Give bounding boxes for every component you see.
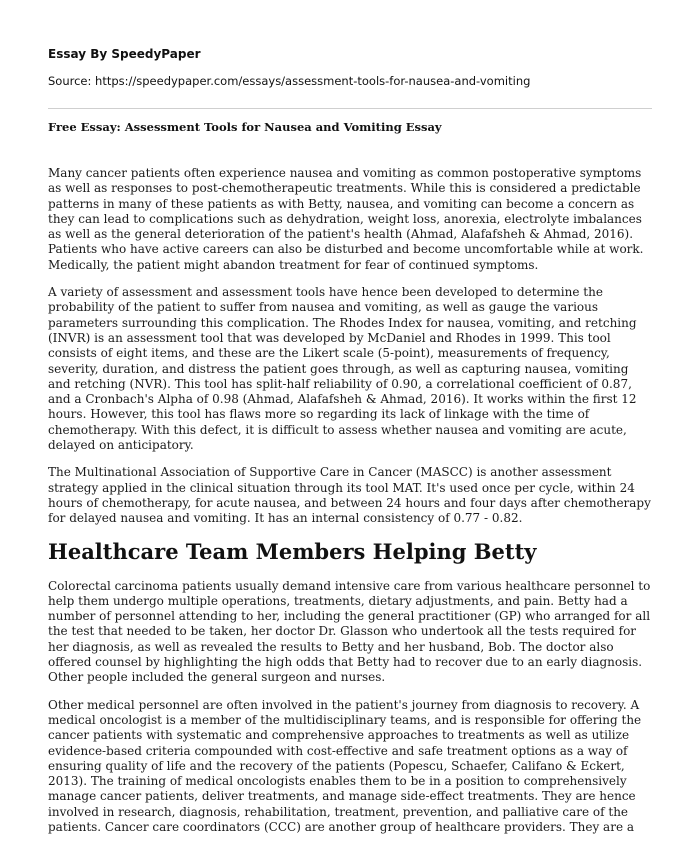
- essay-body: [48, 166, 652, 847]
- paragraph: Other medical personnel are often involved in the patient's journey from diagnosis to recovery. A medical oncologist is a member of the multidisciplinary teams, and is responsible for offering the cancer patients with systematic and comprehensive approaches to treatments as well as utilize evidence-based criteria compounded with cost-effective and safe treatment options as a way of ensuring quality of life and the recovery of the patients (Popescu, Schaefer, Califano & Eckert, 2013). The training of medical oncologists enables them to be in a position to comprehensively manage cancer patients, deliver treatments, and manage side-effect treatments. They are hence involved in research, diagnosis, rehabilitation, treatment, prevention, and palliative care of the patients. Cancer care coordinators (CCC) are another group of healthcare providers. They are a: [48, 697, 642, 834]
- paragraph: Many cancer patients often experience nausea and vomiting as common postoperative symptoms as well as responses to post-chemotherapeutic treatments. While this is considered a predictable patterns in many of these patients as with Betty, nausea, and vomiting can become a concern as they can lead to complications such as dehydration, weight loss, anorexia, electrolyte imbalances as well as the general deterioration of the patient's health (Ahmad, Alafafsheh & Ahmad, 2016). Patients who have active careers can also be disturbed and become uncomfortable while at work. Medically, the patient might abandon treatment for fear of continued symptoms.: [48, 166, 644, 272]
- source-line: Source: https://speedypaper.com/essays/assessment-tools-for-nausea-and-vomiting: [48, 74, 531, 88]
- section-heading: Healthcare Team Members Helping Betty: [48, 538, 537, 564]
- paragraph: The Multinational Association of Supportive Care in Cancer (MASCC) is another assessment strategy applied in the clinical situation through its tool MAT. It's used once per cycle, within 24 hours of chemotherapy, for acute nausea, and between 24 hours and four days after chemotherapy for delayed nausea and vomiting. It has an internal consistency of 0.77 - 0.82.: [48, 465, 651, 526]
- header-divider: [48, 108, 652, 109]
- paragraph: Colorectal carcinoma patients usually demand intensive care from various healthcare personnel to help them undergo multiple operations, treatments, dietary adjustments, and pain. Betty had a number of personnel attending to her, including the general practitioner (GP) who arranged for all the test that needed to be taken, her doctor Dr. Glasson who undertook all the tests required for her diagnosis, as well as revealed the results to Betty and her husband, Bob. The doctor also offered counsel by highlighting the high odds that Betty had to recover due to an early diagnosis. Other people included the general surgeon and nurses.: [48, 578, 651, 685]
- brand-label: Essay By SpeedyPaper: [48, 47, 201, 61]
- document-title: Free Essay: Assessment Tools for Nausea and Vomiting Essay: [48, 120, 442, 134]
- paragraph: A variety of assessment and assessment tools have hence been developed to determine the probability of the patient to suffer from nausea and vomiting, as well as gauge the various parameters surrounding this complication. The Rhodes Index for nausea, vomiting, and retching (INVR) is an assessment tool that was developed by McDaniel and Rhodes in 1999. This tool consists of eight items, and these are the Likert scale (5-point), measurements of frequency, severity, duration, and distress the patient goes through, as well as capturing nausea, vomiting and retching (NVR). This tool has split-half reliability of 0.90, a correlational coefficient of 0.87, and a Cronbach's Alpha of 0.98 (Ahmad, Alafafsheh & Ahmad, 2016). It works within the first 12 hours. However, this tool has flaws more so regarding its lack of linkage with the time of chemotherapy. With this defect, it is difficult to assess whether nausea and vomiting are acute, delayed on anticipatory.: [48, 285, 637, 453]
